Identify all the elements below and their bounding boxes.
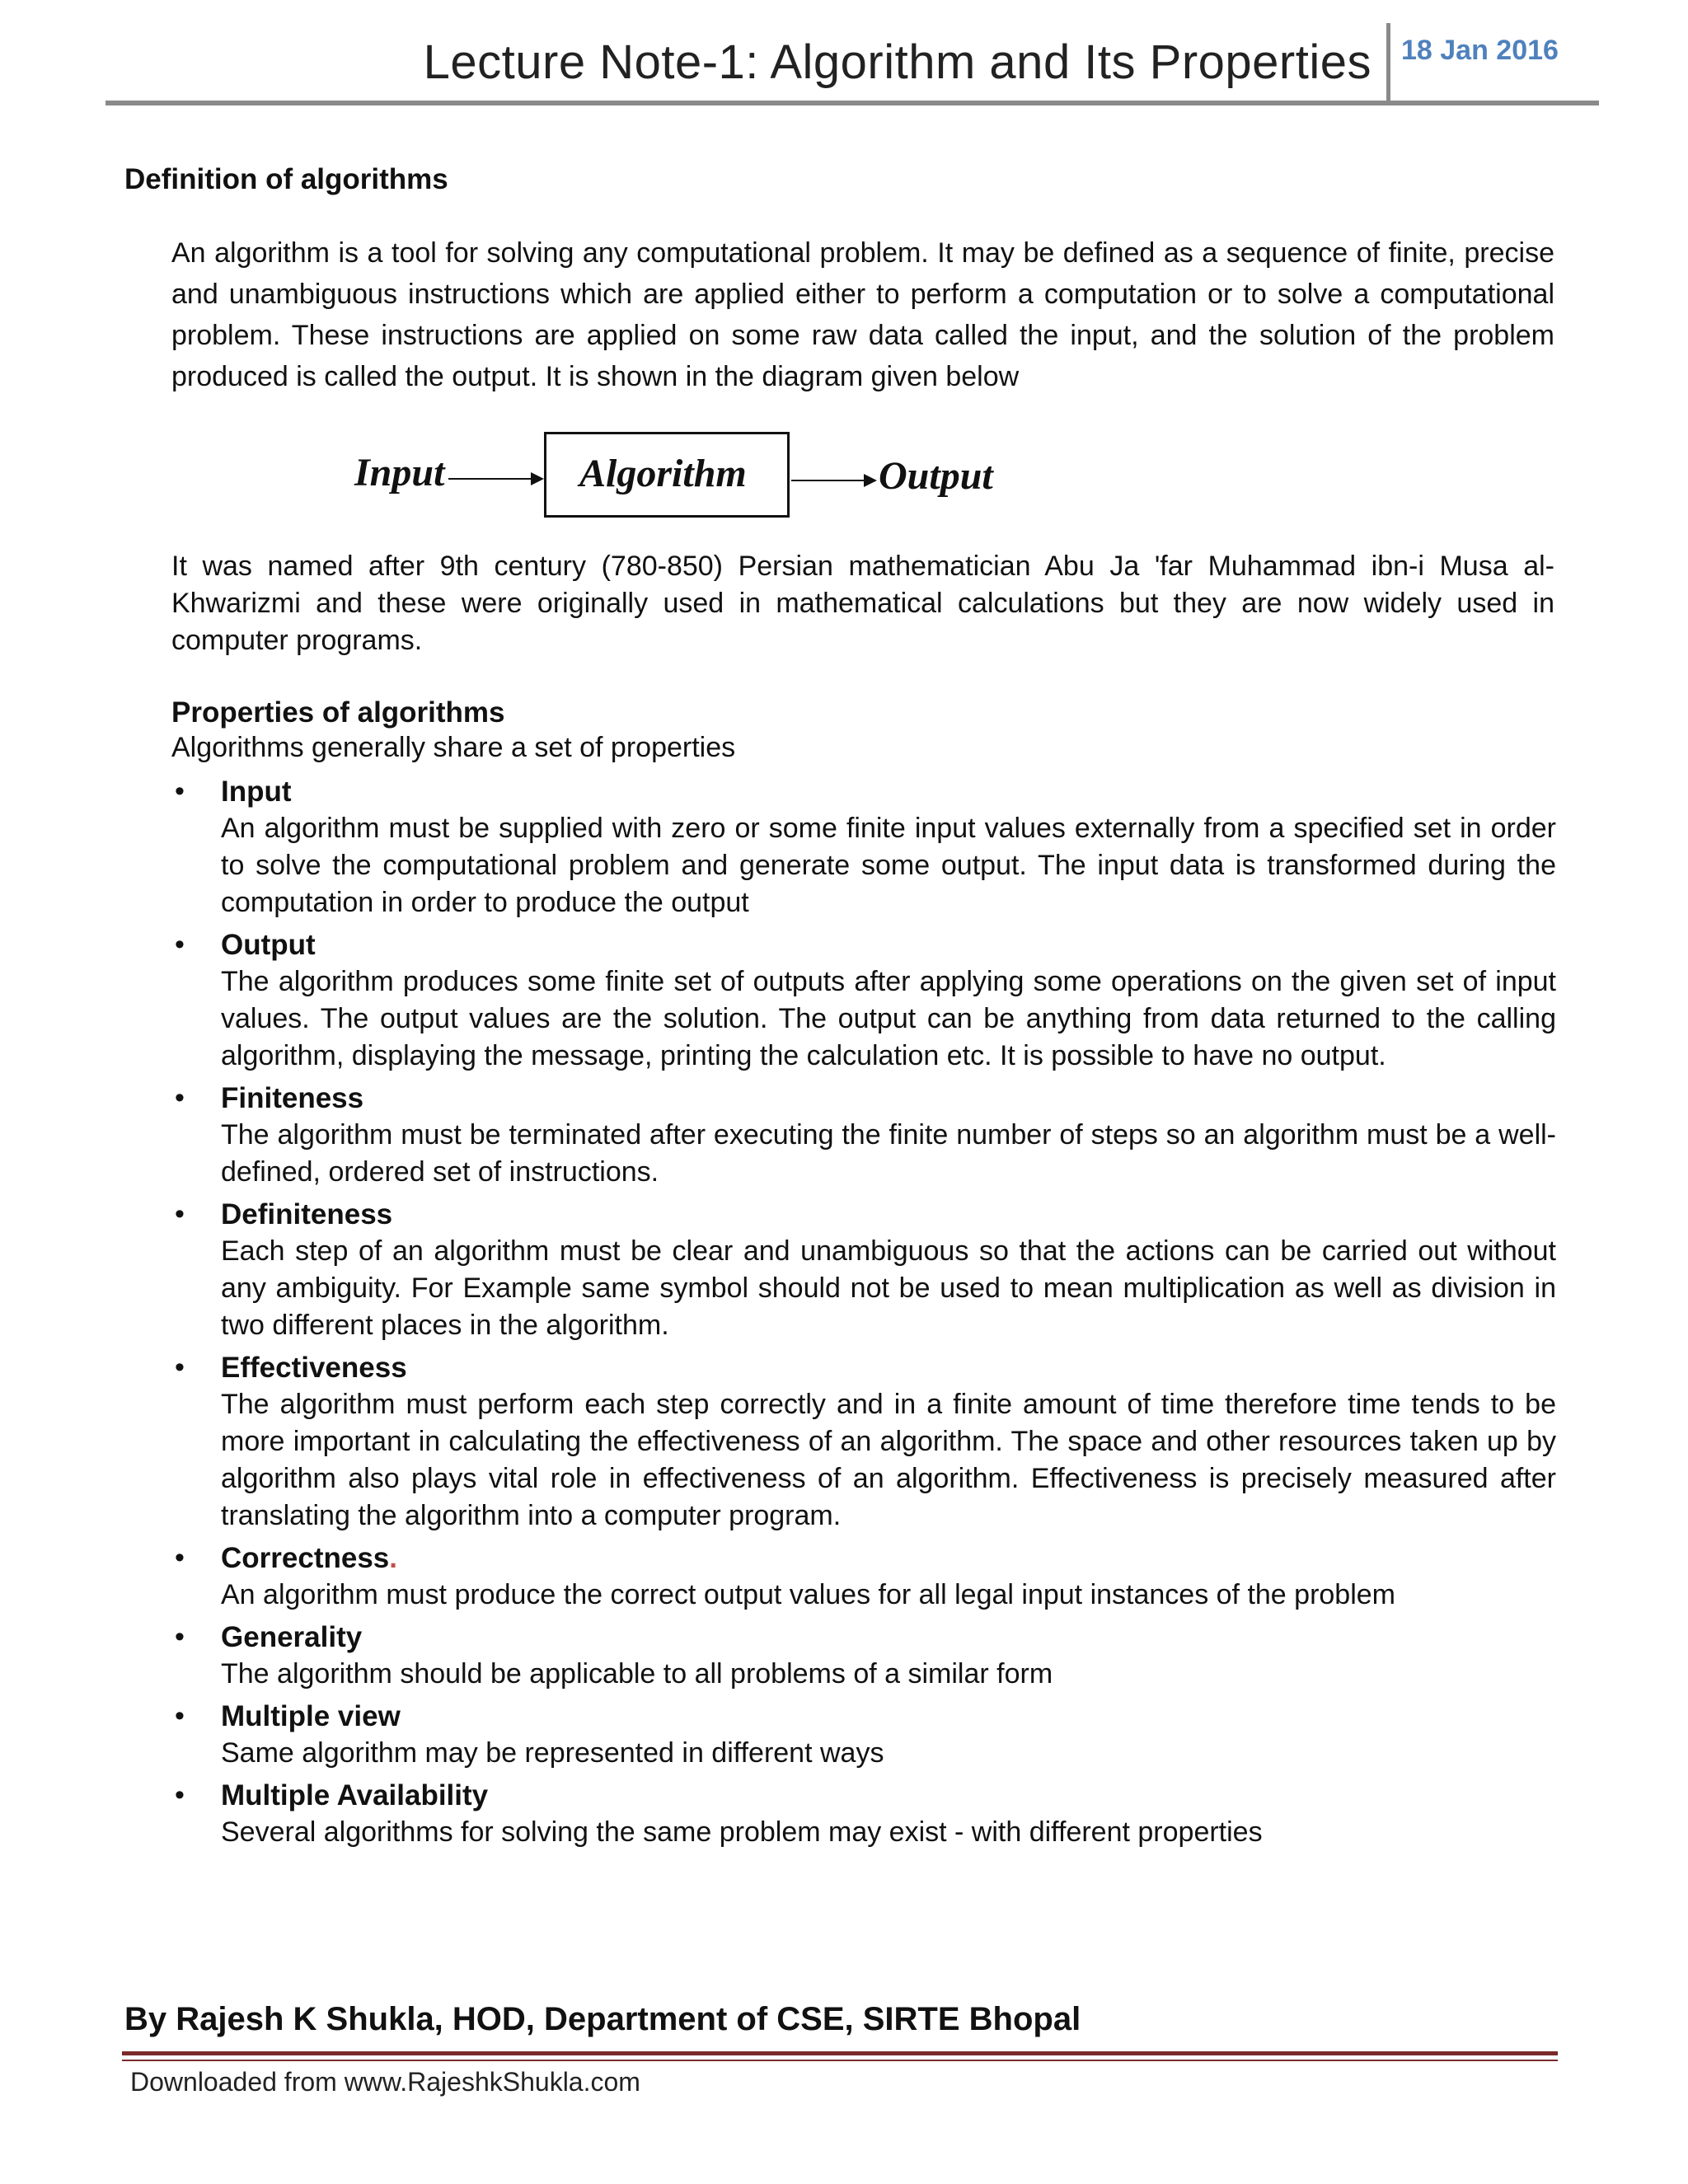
property-item: [171, 1619, 1556, 1693]
footer-author: By Rajesh K Shukla, HOD, Department of CSE, SIRTE Bhopal: [124, 2001, 1081, 2037]
bullet-icon: •: [175, 929, 185, 960]
history-paragraph: It was named after 9th century (780-850) Persian mathematician Abu Ja 'far Muhammad ibn-i Musa al-Khwarizmi and these were originally used in mathematical calculations but they are now widely used in computer programs.: [171, 551, 1554, 656]
property-description: Several algorithms for solving the same problem may exist - with different properties: [221, 1816, 1263, 1848]
bullet-icon: •: [175, 1621, 185, 1652]
property-name: Generality: [221, 1621, 363, 1653]
property-name: Input: [221, 776, 292, 808]
property-name-suffix: .: [389, 1542, 397, 1574]
property-name: Multiple view: [221, 1700, 401, 1732]
property-description: Each step of an algorithm must be clear and unambiguous so that the actions can be carried out without any ambiguity. For Example same symbol should not be used to mean multiplication as well as division in two different places in the algorithm.: [221, 1235, 1556, 1341]
diagram-arrow-out: [791, 480, 875, 481]
property-name: Effectiveness: [221, 1352, 407, 1384]
diagram-arrow-in: [448, 478, 542, 480]
page-header: [106, 23, 1599, 105]
bullet-icon: •: [175, 1700, 185, 1732]
property-item: [171, 1349, 1556, 1535]
property-item: [171, 1777, 1556, 1851]
property-name: Correctness: [221, 1542, 390, 1574]
diagram-input-label: Input: [354, 451, 445, 494]
property-item: [171, 773, 1556, 921]
bullet-icon: •: [175, 1779, 185, 1811]
property-name: Output: [221, 929, 316, 961]
bullet-icon: •: [175, 1082, 185, 1113]
bullet-icon: •: [175, 1542, 185, 1573]
property-description: Same algorithm may be represented in different ways: [221, 1737, 884, 1769]
diagram-output-label: Output: [879, 454, 993, 498]
property-description: An algorithm must be supplied with zero or some finite input values externally from a specified set in order to solve the computational problem and generate some output. The input data is transformed during the computation in order to produce the output: [221, 813, 1556, 918]
definition-heading: Definition of algorithms: [124, 163, 448, 195]
property-item: [171, 1540, 1556, 1614]
property-name: Multiple Availability: [221, 1779, 489, 1811]
property-name: Finiteness: [221, 1082, 364, 1114]
properties-heading: Properties of algorithms: [171, 696, 505, 729]
property-name-row: [221, 1540, 1556, 1577]
definition-paragraph: An algorithm is a tool for solving any computational problem. It may be defined as a sequence of finite, precise and unambiguous instructions which are applied either to perform a computation or to solve a computational problem. These instructions are applied on some raw data called the input, and the solution of the problem produced is called the output. It is shown in the diagram given below: [171, 237, 1554, 392]
property-description: The algorithm should be applicable to all problems of a similar form: [221, 1658, 1053, 1690]
property-item: [171, 1080, 1556, 1191]
properties-intro: Algorithms generally share a set of properties: [171, 732, 736, 763]
property-description: The algorithm produces some finite set of outputs after applying some operations on the given set of input values. The output values are the solution. The output can be anything from data returned to the calling algorithm, displaying the message, printing the calculation etc. It is possible to have no output.: [221, 966, 1556, 1071]
diagram-algorithm-label: Algorithm: [579, 452, 747, 495]
input-output-diagram: [346, 429, 1022, 527]
bullet-icon: •: [175, 1198, 185, 1230]
properties-list: [171, 773, 1556, 1856]
property-name: Definiteness: [221, 1198, 393, 1230]
header-title: Lecture Note-1: Algorithm and Its Properties: [423, 35, 1372, 89]
bullet-icon: •: [175, 776, 185, 807]
property-item: [171, 1698, 1556, 1772]
footer-rule-thin: [122, 2060, 1558, 2061]
property-item: [171, 926, 1556, 1075]
header-date: 18 Jan 2016: [1401, 35, 1559, 66]
bullet-icon: •: [175, 1352, 185, 1383]
property-description: The algorithm must perform each step correctly and in a finite amount of time therefore time tends to be more important in calculating the effectiveness of an algorithm. The space and other resources taken up by algorithm also plays vital role in effectiveness of an algorithm. Effectiveness is precisely measured after translating the algorithm into a computer program.: [221, 1389, 1556, 1531]
property-description: An algorithm must produce the correct output values for all legal input instances of the problem: [221, 1579, 1395, 1610]
property-item: [171, 1196, 1556, 1344]
footer-download-link[interactable]: Downloaded from www.RajeshkShukla.com: [130, 2067, 640, 2097]
diagram-algorithm-box: [544, 432, 790, 518]
header-rule: [106, 101, 1599, 105]
footer-rule: [122, 2051, 1558, 2055]
header-divider: [1386, 23, 1390, 105]
property-description: The algorithm must be terminated after executing the finite number of steps so an algorithm must be a well-defined, ordered set of instructions.: [221, 1119, 1556, 1188]
